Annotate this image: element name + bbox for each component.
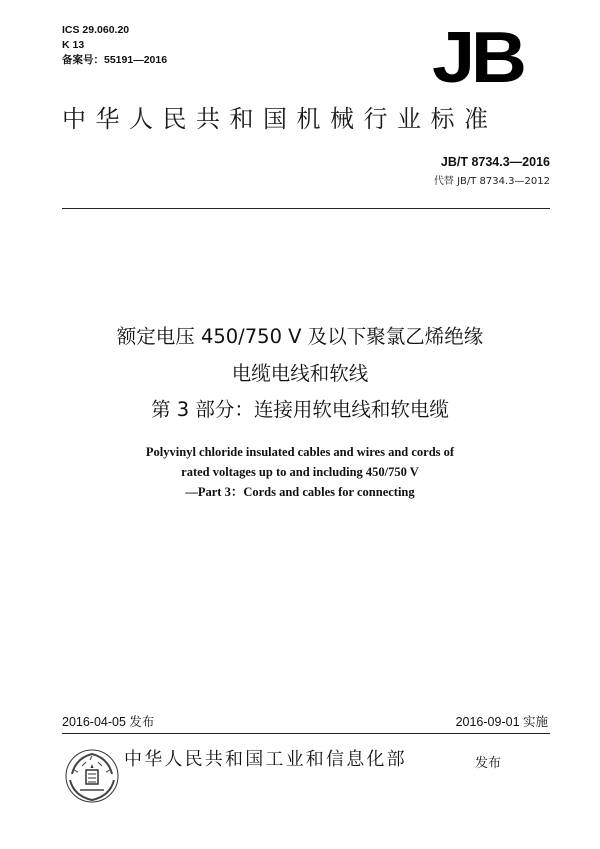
chinese-title-line-3: 第 3 部分：连接用软电线和软电缆 xyxy=(151,398,449,421)
jb-logo: JB xyxy=(432,18,523,98)
chinese-title-line-1: 额定电压 450/750 V 及以下聚氯乙烯绝缘 xyxy=(116,325,484,348)
top-divider xyxy=(62,208,550,209)
ics-code: ICS 29.060.20 xyxy=(62,24,130,36)
english-title-line-1: Polyvinyl chloride insulated cables and wires and cords of xyxy=(145,445,455,459)
standard-number: JB/T 8734.3—2016 xyxy=(440,155,550,169)
issuing-authority: 中华人民共和国工业和信息化部 xyxy=(124,749,407,770)
issue-date: 2016-04-05 发布 xyxy=(62,715,155,729)
bottom-divider xyxy=(62,733,550,734)
implementation-date: 2016-09-01 实施 xyxy=(455,715,548,729)
record-number: 备案号：55191—2016 xyxy=(62,54,168,66)
issue-suffix: 发布 xyxy=(475,756,502,771)
replaces-standard: 代替 JB/T 8734.3—2012 xyxy=(433,176,550,187)
ministry-emblem-icon xyxy=(60,744,124,808)
english-title-line-2: rated voltages up to and including 450/750 V xyxy=(181,465,419,479)
standard-category: 中华人民共和国机械行业标准 xyxy=(62,105,498,133)
english-title-line-3: —Part 3：Cords and cables for connecting xyxy=(185,485,415,499)
chinese-title-line-2: 电缆电线和软线 xyxy=(231,362,369,385)
ccs-code: K 13 xyxy=(62,39,85,51)
